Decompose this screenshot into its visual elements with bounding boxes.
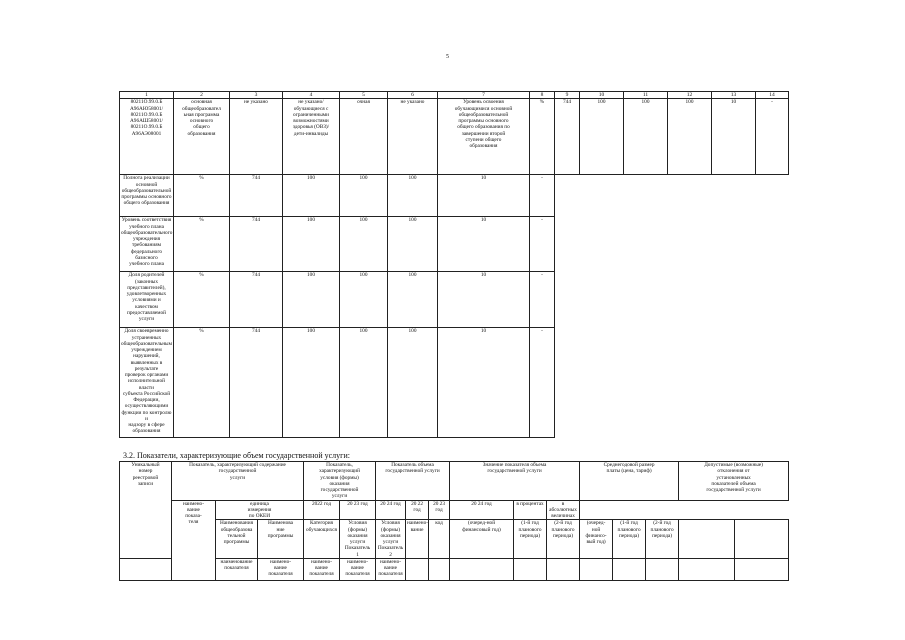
deviation-abs-cell: - — [756, 99, 789, 175]
value-2024-cell: 100 — [668, 99, 712, 175]
header-conditions-indicator: Показатель, характеризующий условия (формы) оказания государственной услуги — [304, 462, 376, 501]
value-2023-cell: 100 — [340, 272, 388, 328]
subheader-price-period-2022: (очеред- ной финансо- вый год) — [580, 520, 613, 559]
value-2023-cell: 100 — [624, 99, 668, 175]
subheader-period-2022: (очеред-ной финансовый год) — [450, 520, 514, 559]
empty-cell — [547, 558, 580, 580]
value-2023-cell: 100 — [340, 217, 388, 272]
indicator-row — [120, 328, 789, 438]
header-allowed-deviation: Допустимые (возможные) отклонения от установленных показателей объема государственной услуги — [679, 462, 789, 501]
deviation-pct-cell: 10 — [438, 175, 530, 217]
empty-cell — [646, 558, 679, 580]
column-number: 14 — [756, 92, 789, 99]
indicator-name-label: наимено-вание показателя — [304, 558, 340, 580]
indicator-row — [120, 99, 789, 175]
column-number: 5 — [340, 92, 388, 99]
form-cell: очная — [340, 99, 388, 175]
column-number: 12 — [668, 92, 712, 99]
header-deviation-pct: в процентах — [514, 500, 547, 520]
deviation-pct-cell — [679, 520, 735, 559]
header-year-2023: 20 23 год — [340, 500, 376, 520]
header-price-2023: 20 23 год — [429, 500, 450, 520]
indicator-name-label: наимено- вание показателя — [258, 558, 304, 580]
empty-cell — [120, 558, 172, 580]
value-2024-cell: 100 — [388, 272, 438, 328]
indicator-name-label: наимено- вание показателя — [340, 558, 376, 580]
subheader-unit-code: код — [429, 520, 450, 559]
empty-cell — [613, 558, 646, 580]
indicator-row — [120, 272, 789, 328]
empty-cell — [580, 558, 613, 580]
deviation-abs-cell: - — [530, 175, 555, 217]
unit-cell: % — [174, 328, 230, 438]
subheader-unit-name: наимено- вание — [406, 520, 429, 559]
okei-code-cell: 744 — [230, 217, 283, 272]
indicator-name-cell: Уровень соответствия учебного плана общеобразовательного учреждения требованиям федерального базисного учебного плана — [120, 217, 174, 272]
subheader-condition-2: Условия (формы) оказания услуги Показатель 2 — [376, 520, 406, 559]
okei-code-cell: 744 — [230, 175, 283, 217]
value-2022-cell: 100 — [283, 328, 340, 438]
volume-indicators-table — [119, 461, 789, 581]
value-2022-cell: 100 — [283, 175, 340, 217]
header-unit-okei: единица измерения по ОКЕИ — [216, 500, 304, 520]
value-2022-cell: 100 — [580, 99, 624, 175]
empty-cell — [450, 558, 514, 580]
program-cell: основная общеобразовател ьная программа основного общего образования — [174, 99, 230, 175]
indicator-name-cell: Полнота реализации основной общеобразовательной программы основного общего образования — [120, 175, 174, 217]
unit-cell: % — [174, 175, 230, 217]
value-2023-cell: 100 — [340, 175, 388, 217]
empty-cell — [406, 558, 429, 580]
header-price-2024: 20 24 год — [450, 500, 514, 520]
empty-cell — [514, 558, 547, 580]
subheader-period-2023: (1-й год планового периода) — [514, 520, 547, 559]
column-number: 2 — [174, 92, 230, 99]
column-number: 13 — [712, 92, 756, 99]
indicator-row — [120, 175, 789, 217]
unit-cell: % — [174, 272, 230, 328]
subheader-price-period-2024: (2-й год планового периода) — [646, 520, 679, 559]
section-title: 3.2. Показатели, характеризующие объем государственной услуги: — [123, 451, 350, 460]
header-price-2022: 20 22 год — [406, 500, 429, 520]
subheader-program: Наименова ние программы — [258, 520, 304, 559]
header-registry-number: Уникальный номер реестровой записи — [120, 462, 172, 559]
page-number: 5 — [446, 54, 449, 60]
indicator-name-cell: Доля родителей (законных представителей), удовлетворенных условиями и качеством предоставляемой услуги — [120, 272, 174, 328]
indicator-name-label: наимено- вание показателя — [376, 558, 406, 580]
column-number: 10 — [580, 92, 624, 99]
deviation-pct-cell: 10 — [712, 99, 756, 175]
column-number: 1 — [120, 92, 174, 99]
deviation-pct-cell: 10 — [438, 328, 530, 438]
column-number-row — [120, 92, 789, 99]
column-number: 9 — [555, 92, 580, 99]
deviation-abs-cell: - — [530, 217, 555, 272]
header-year-2022: 2022 год — [304, 500, 340, 520]
deviation-abs-cell: - — [530, 272, 555, 328]
value-2024-cell: 100 — [388, 175, 438, 217]
health-cell: не указано/ обучающиеся с ограниченными возможностями здоровья (ОВЗ)/ дети-инвалиды — [283, 99, 340, 175]
deviation-pct-cell: 10 — [438, 272, 530, 328]
deviation-abs-cell: - — [530, 328, 555, 438]
subheader-period-2024: (2-й год планового периода) — [547, 520, 580, 559]
okei-code-cell: 744 — [230, 328, 283, 438]
indicator-name-cell: Доля своевременно устраненных общеобразовательным учреждением нарушений, выявленных в результате проверок органами исполнительной власти субъекта Российской Федерации, осуществляющими функции по контролю и надзору в сфере образования — [120, 328, 174, 438]
value-2022-cell: 100 — [283, 217, 340, 272]
header-average-price: Среднегодовой размер платы (цена, тариф) — [580, 462, 679, 501]
column-number: 4 — [283, 92, 340, 99]
header-volume-indicator: Показатель объема государственной услуги — [376, 462, 450, 501]
empty-cell — [735, 558, 789, 580]
subheader-price-period-2023: (1-й год планового периода) — [613, 520, 646, 559]
indicator-name-cell: Уровень освоения обучающимися основной общеобразовательной программы основного общего образования по завершении второй ступени общего образования — [438, 99, 530, 175]
column-number: 7 — [438, 92, 530, 99]
deviation-abs-cell — [735, 520, 789, 559]
indicator-6-cell: не указано — [388, 99, 438, 175]
column-number: 11 — [624, 92, 668, 99]
indicator-row — [120, 217, 789, 272]
quality-indicators-table — [119, 91, 789, 438]
value-2024-cell: 100 — [388, 328, 438, 438]
header-year-2024: 20 24 год — [376, 500, 406, 520]
subheader-edu-program: Наименования общеобразова тельной программы — [216, 520, 258, 559]
empty-cell — [679, 558, 735, 580]
value-2023-cell: 100 — [340, 328, 388, 438]
deviation-pct-cell: 10 — [438, 217, 530, 272]
okei-code-cell: 744 — [230, 272, 283, 328]
column-number: 6 — [388, 92, 438, 99]
okei-code-cell: 744 — [555, 99, 580, 175]
value-2022-cell: 100 — [283, 272, 340, 328]
subheader-category: Категория обучающихся — [304, 520, 340, 559]
category-cell: не указано — [230, 99, 283, 175]
subheader-condition-1: Условия (формы) оказания услуги Показатель 1 — [340, 520, 376, 559]
unit-cell: % — [174, 217, 230, 272]
header-content-indicator: Показатель, характеризующий содержание государственной услуги — [172, 462, 304, 501]
empty-cell — [429, 558, 450, 580]
column-number: 8 — [530, 92, 555, 99]
header-volume-values: Значение показателя объема государственной услуги — [450, 462, 580, 501]
header-indicator-name: наимено- вание показа- теля — [172, 500, 216, 580]
registry-number-cell: 80211О.99.0.Б А96АЮ58001/ 80211О.99.0.Б А96АШ58001/ 80211О.99.0.Б А96АЭ08001 — [120, 99, 174, 175]
header-deviation-abs: в абсолютных величинах — [547, 500, 580, 520]
unit-cell: % — [530, 99, 555, 175]
column-number: 3 — [230, 92, 283, 99]
indicator-name-label: наименование показателя — [216, 558, 258, 580]
value-2024-cell: 100 — [388, 217, 438, 272]
